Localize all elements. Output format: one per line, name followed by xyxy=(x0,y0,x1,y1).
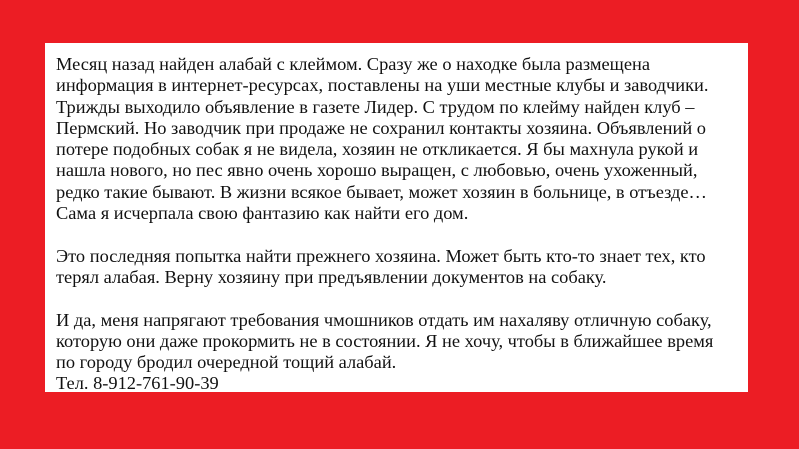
paragraph-complaint xyxy=(56,310,738,374)
text-line: И да, меня напрягают требования чмошников отдать им нахаляву отличную собаку, xyxy=(56,309,712,330)
text-line: потере подобных собак я не видела, хозяин не откликается. Я бы махнула рукой и xyxy=(56,139,699,160)
contact-phone: Тел. 8-912-761-90-39 xyxy=(56,373,219,394)
text-line: информация в интернет-ресурсах, поставлены на уши местные клубы и заводчики. xyxy=(56,75,709,96)
text-line: по городу бродил очередной тощий алабай. xyxy=(56,352,397,373)
paragraph-found-dog xyxy=(56,54,738,224)
notice-card xyxy=(45,43,748,392)
text-line: Это последняя попытка найти прежнего хозяина. Может быть кто-то знает тех, кто xyxy=(56,245,706,266)
text-line: которую они даже прокормить не в состоянии. Я не хочу, чтобы в ближайшее время xyxy=(56,330,714,351)
text-line: Трижды выходило объявление в газете Лидер. С трудом по клейму найден клуб – xyxy=(56,96,695,117)
paragraph-spacer xyxy=(56,224,738,245)
paragraph-spacer xyxy=(56,288,738,309)
text-line: Месяц назад найден алабай с клеймом. Сразу же о находке была размещена xyxy=(56,54,651,74)
paragraph-last-attempt xyxy=(56,246,738,289)
text-line: Сама я исчерпала свою фантазию как найти его дом. xyxy=(56,203,469,224)
text-line: терял алабая. Верну хозяину при предъявлении документов на собаку. xyxy=(56,266,607,287)
text-line: нашла нового, но пес явно очень хорошо выращен, с любовью, очень ухоженный, xyxy=(56,160,698,181)
text-line: Пермский. Но заводчик при продаже не сохранил контакты хозяина. Объявлений о xyxy=(56,117,706,138)
text-line: редко такие бывают. В жизни всякое бывает, может хозяин в больнице, в отъезде… xyxy=(56,181,707,202)
